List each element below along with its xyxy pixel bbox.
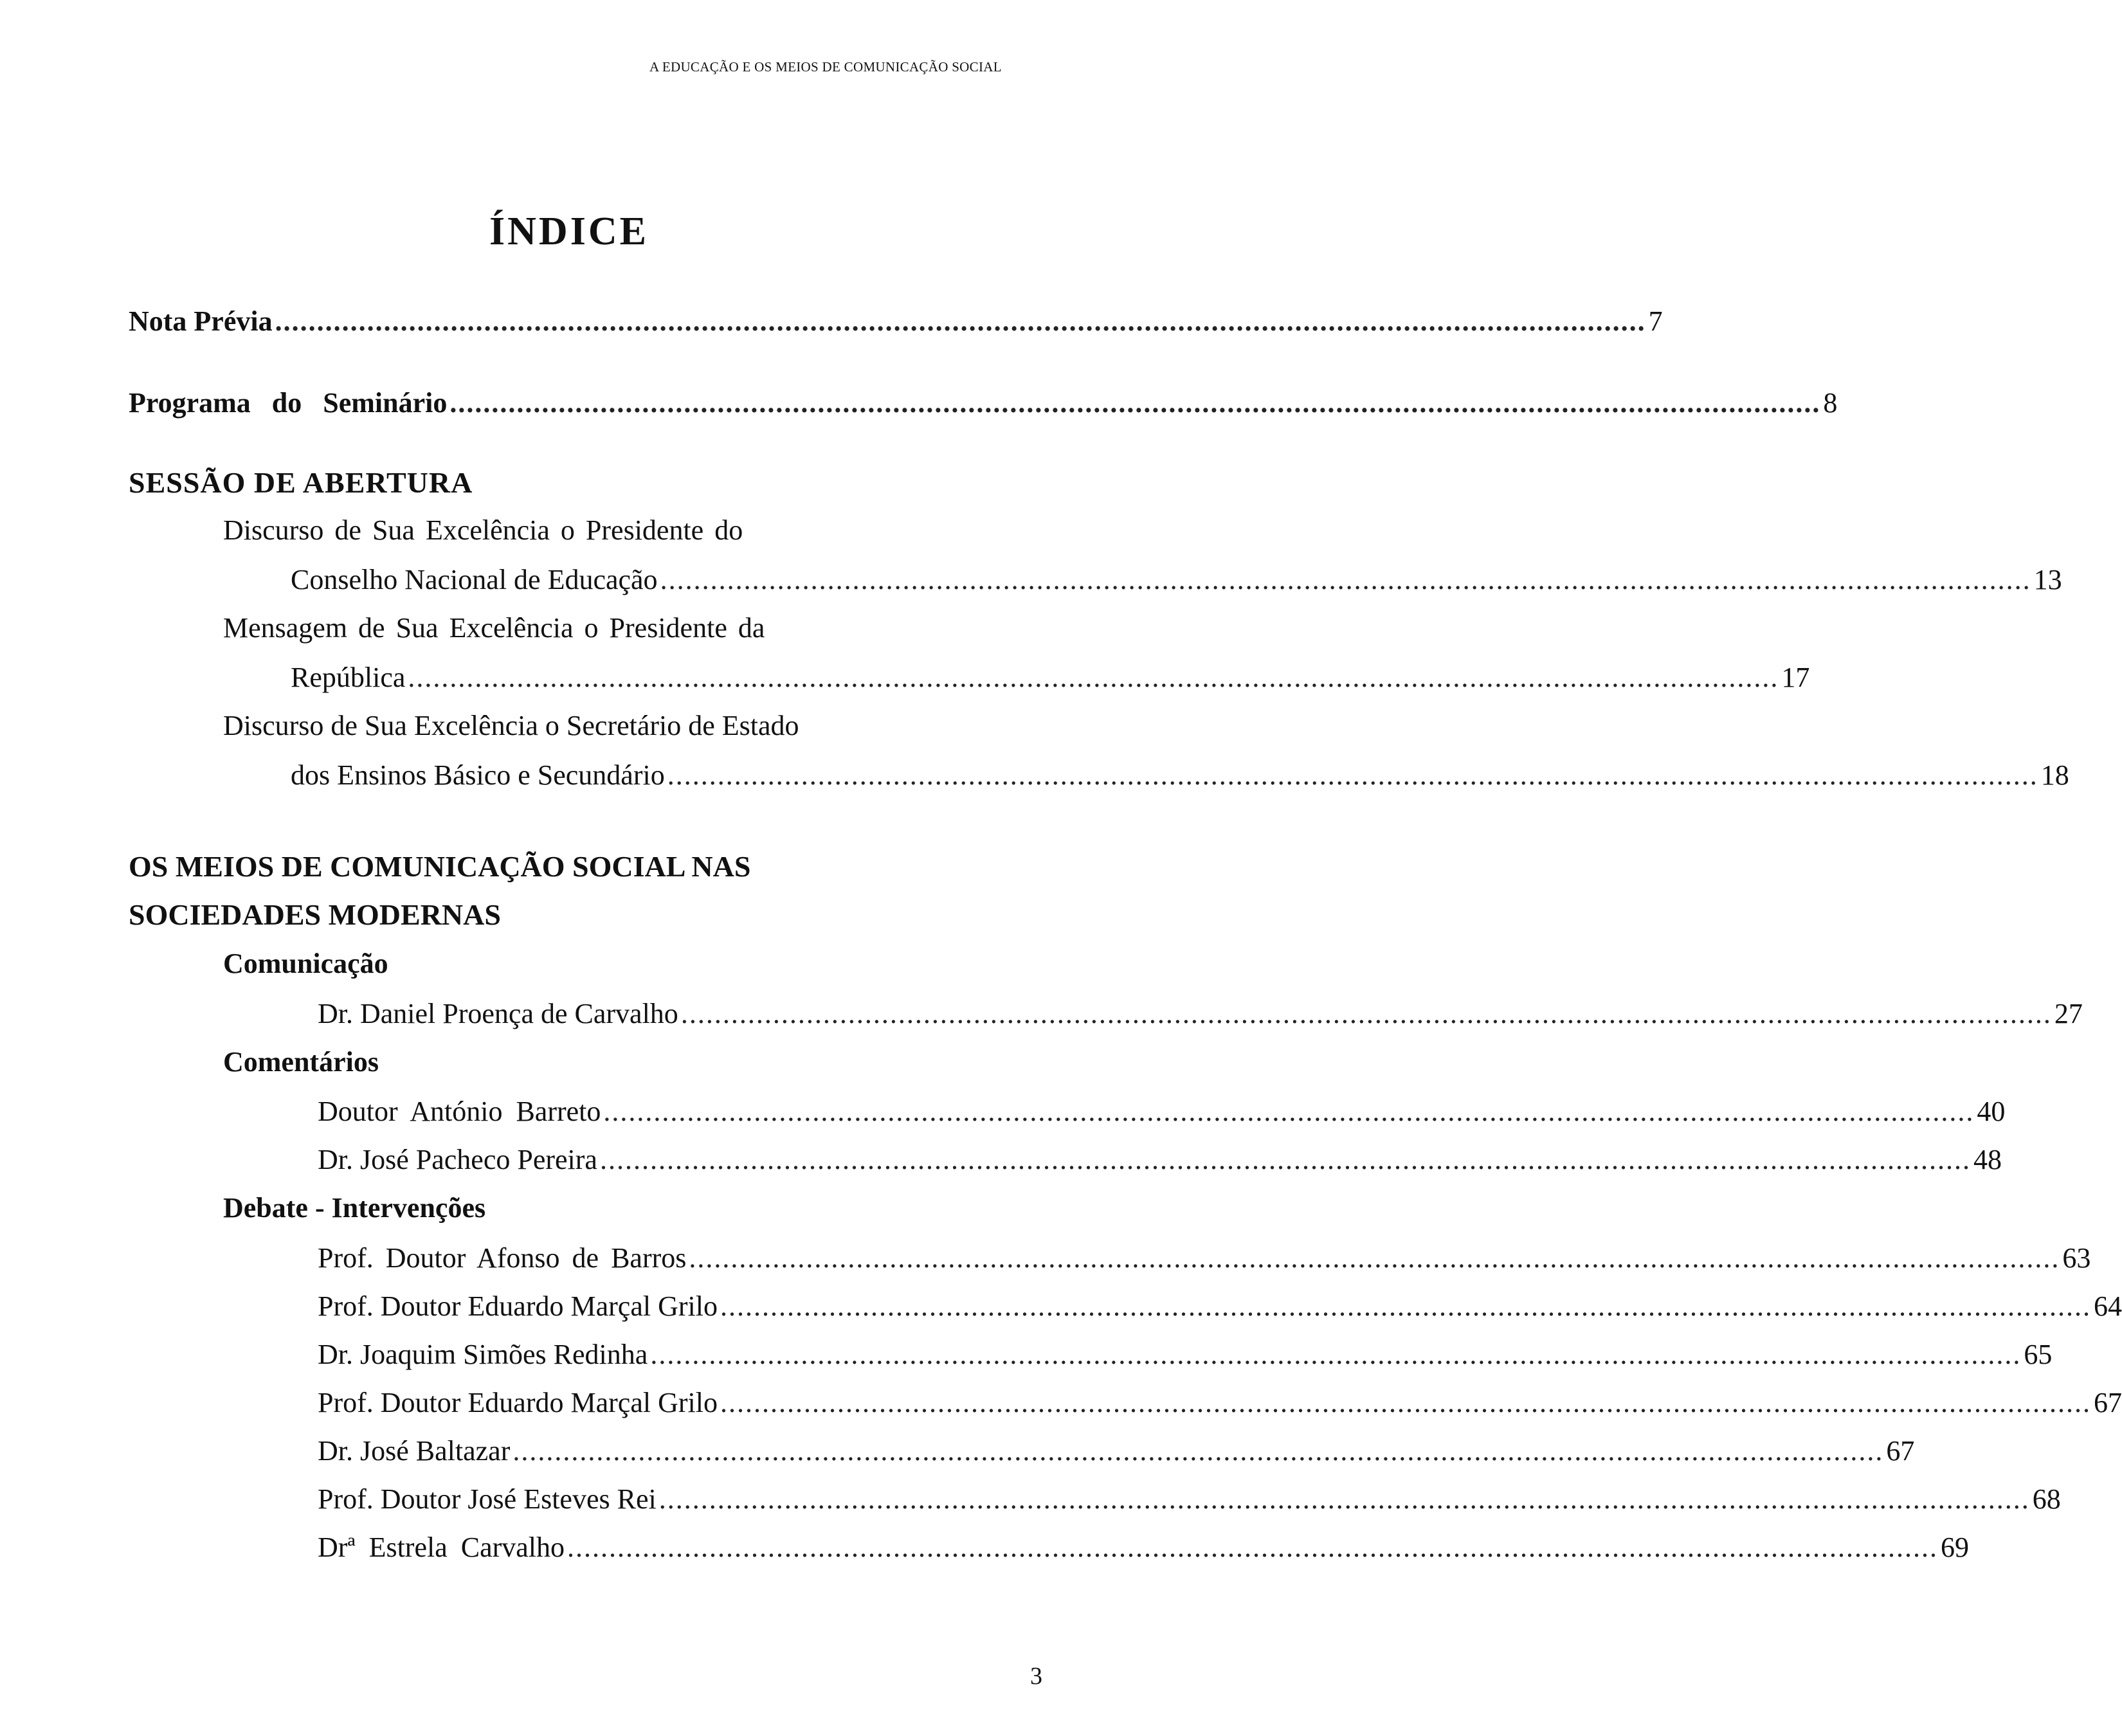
toc-entry-mensagem-presidente-republica[interactable] bbox=[291, 662, 1810, 693]
dot-leader: .................................................................................................................................................................... bbox=[408, 662, 1779, 693]
toc-entry-line: Discurso de Sua Excelência o Secretário de Estado bbox=[223, 710, 799, 741]
section-heading-meios-line2: SOCIEDADES MODERNAS bbox=[129, 898, 501, 931]
toc-entry-estrela-carvalho[interactable] bbox=[318, 1532, 1970, 1563]
dot-leader: .................................................................................................................................................................... bbox=[599, 1144, 1971, 1175]
section-heading-sessao-abertura: SESSÃO DE ABERTURA bbox=[129, 466, 473, 499]
dot-leader: .................................................................................................................................................................... bbox=[720, 1290, 2091, 1322]
dot-leader: .................................................................................................................................................................... bbox=[680, 998, 2052, 1029]
toc-page-number: 68 bbox=[2032, 1483, 2061, 1515]
toc-entry-daniel-proenca[interactable] bbox=[318, 998, 2083, 1029]
toc-page-number: 18 bbox=[2040, 759, 2069, 791]
toc-page-number: 8 bbox=[1823, 387, 1838, 419]
toc-entry-label: Prof. Doutor José Esteves Rei bbox=[318, 1483, 657, 1515]
toc-page-number: 7 bbox=[1648, 305, 1663, 337]
toc-entry-nota-previa[interactable] bbox=[129, 305, 1663, 337]
dot-leader: .................................................................................................................................................................... bbox=[658, 1483, 2030, 1515]
toc-page-number: 13 bbox=[2033, 564, 2062, 595]
toc-entry-line: Mensagem de Sua Excelência o Presidente da bbox=[223, 612, 765, 644]
page-title: ÍNDICE bbox=[489, 210, 649, 253]
toc-entry-label: Prof. Doutor Eduardo Marçal Grilo bbox=[318, 1387, 718, 1418]
toc-entry-label: Conselho Nacional de Educação bbox=[291, 564, 658, 595]
toc-entry-label: Drª Estrela Carvalho bbox=[318, 1532, 565, 1563]
section-heading-meios-line1: OS MEIOS DE COMUNICAÇÃO SOCIAL NAS bbox=[129, 850, 751, 883]
toc-entry-jose-baltazar[interactable] bbox=[318, 1435, 1915, 1467]
toc-entry-pacheco-pereira[interactable] bbox=[318, 1144, 2002, 1175]
toc-entry-label: Prof. Doutor Eduardo Marçal Grilo bbox=[318, 1290, 718, 1322]
toc-entry-label: Dr. Daniel Proença de Carvalho bbox=[318, 998, 678, 1029]
dot-leader: .................................................................................................................................................................... bbox=[567, 1532, 1939, 1563]
toc-entry-label: Nota Prévia bbox=[129, 305, 273, 337]
toc-entry-label: Dr. José Baltazar bbox=[318, 1435, 511, 1467]
dot-leader: .................................................................................................................................................................... bbox=[667, 759, 2038, 791]
dot-leader: .................................................................................................................................................................... bbox=[512, 1435, 1884, 1467]
toc-entry-label: dos Ensinos Básico e Secundário bbox=[291, 759, 665, 791]
toc-page-number: 67 bbox=[2093, 1387, 2122, 1418]
dot-leader: .................................................................................................................................................................... bbox=[275, 305, 1646, 337]
toc-entry-label: República bbox=[291, 662, 406, 693]
toc-entry-simoes-redinha[interactable] bbox=[318, 1339, 2053, 1370]
toc-page-number: 27 bbox=[2054, 998, 2083, 1029]
toc-entry-label: Dr. Joaquim Simões Redinha bbox=[318, 1339, 648, 1370]
toc-entry-label: Programa do Seminário bbox=[129, 387, 448, 419]
toc-entry-afonso-barros[interactable] bbox=[318, 1242, 2091, 1274]
dot-leader: .................................................................................................................................................................... bbox=[603, 1096, 1975, 1127]
running-header: A EDUCAÇÃO E OS MEIOS DE COMUNICAÇÃO SOCIAL bbox=[649, 59, 1002, 75]
toc-entry-esteves-rei[interactable] bbox=[318, 1483, 2061, 1515]
subsection-comunicacao: Comunicação bbox=[223, 948, 388, 979]
toc-entry-marcal-grilo-2[interactable] bbox=[318, 1387, 2122, 1418]
toc-page-number: 65 bbox=[2024, 1339, 2053, 1370]
toc-entry-marcal-grilo-1[interactable] bbox=[318, 1290, 2122, 1322]
toc-entry-label: Dr. José Pacheco Pereira bbox=[318, 1144, 597, 1175]
toc-entry-discurso-secretario-estado[interactable] bbox=[291, 759, 2069, 791]
toc-entry-discurso-presidente-conselho[interactable] bbox=[291, 564, 2062, 595]
toc-entry-label: Doutor António Barreto bbox=[318, 1096, 601, 1127]
dot-leader: .................................................................................................................................................................... bbox=[650, 1339, 2022, 1370]
subsection-comentarios: Comentários bbox=[223, 1046, 379, 1078]
toc-entry-line: Discurso de Sua Excelência o Presidente do bbox=[223, 514, 743, 546]
subsection-debate: Debate - Intervenções bbox=[223, 1192, 486, 1224]
toc-page-number: 48 bbox=[1973, 1144, 2002, 1175]
toc-entry-programa[interactable] bbox=[129, 387, 1838, 419]
toc-page-number: 63 bbox=[2062, 1242, 2091, 1274]
toc-page-number: 17 bbox=[1781, 662, 1810, 693]
dot-leader: .................................................................................................................................................................... bbox=[720, 1387, 2091, 1418]
toc-page-number: 64 bbox=[2093, 1290, 2122, 1322]
toc-page-number: 69 bbox=[1941, 1532, 1970, 1563]
toc-page-number: 40 bbox=[1977, 1096, 2006, 1127]
toc-entry-antonio-barreto[interactable] bbox=[318, 1096, 2006, 1127]
dot-leader: .................................................................................................................................................................... bbox=[689, 1242, 2060, 1274]
page-number: 3 bbox=[1030, 1663, 1042, 1690]
toc-entry-label: Prof. Doutor Afonso de Barros bbox=[318, 1242, 687, 1274]
dot-leader: .................................................................................................................................................................... bbox=[660, 564, 2031, 595]
dot-leader: .................................................................................................................................................................... bbox=[449, 387, 1821, 419]
toc-page-number: 67 bbox=[1886, 1435, 1915, 1467]
